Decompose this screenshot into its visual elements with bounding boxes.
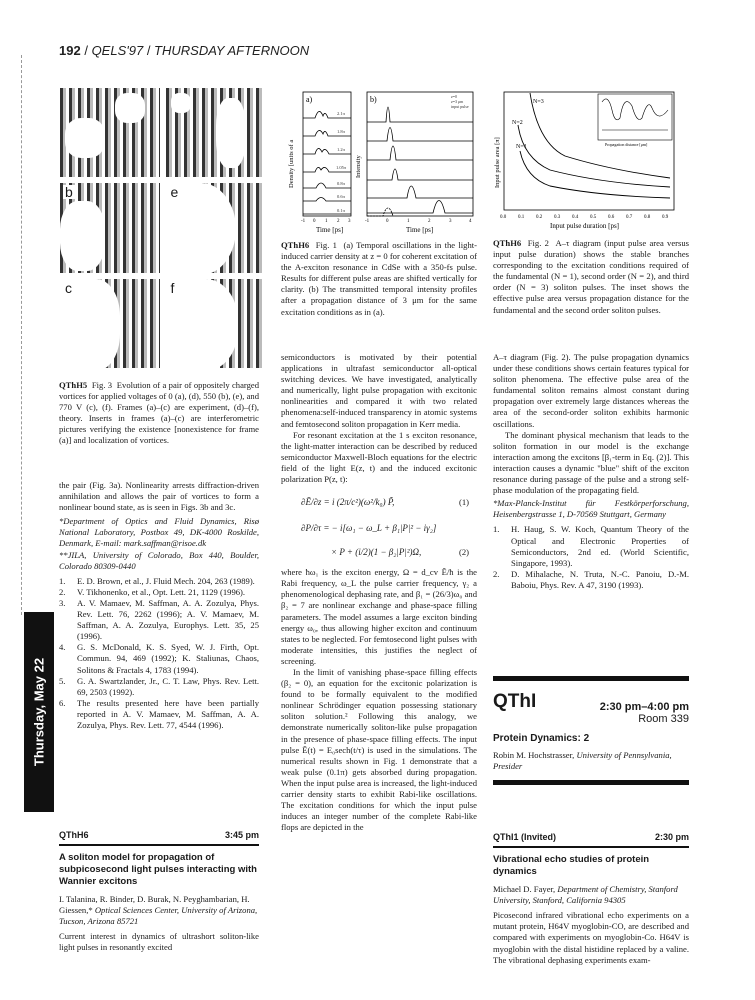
reference-item: 1. H. Haug, S. W. Koch, Quantum Theory of the Optical and Electronic Properties of Semiconductors, 2nd ed. (World Scientific, Singapore, 1993). [493, 524, 689, 568]
fig1-caption: QThH6 Fig. 1 (a) Temporal oscillations in the light-induced carrier density at z = 0 for coherent excitation of the A-exciton resonance in CdSe with a 350-fs pulse. Results for different pulse areas are shifted vertically for clarity. (b) The transmitted temporal intensity profiles after a propagation distance of 3 μm for the same excitation conditions as in (a). [281, 240, 478, 317]
day-tab [24, 612, 54, 812]
svg-text:3: 3 [348, 219, 351, 224]
svg-text:0.6: 0.6 [608, 215, 615, 220]
page-number: 192 [59, 43, 81, 58]
column-2-body [281, 352, 477, 833]
reference-item: 3. A. V. Mamaev, M. Saffman, A. A. Zozulya, Phys. Rev. Lett. 76, 2262 (1996); A. V. Mamaev, M. Saffman, A. A. Zozulya, Europhys. Lett. 35, 25 (1996). [59, 597, 259, 642]
svg-text:2: 2 [428, 219, 431, 224]
svg-text:3: 3 [449, 219, 452, 224]
svg-text:0.3: 0.3 [554, 215, 561, 220]
paragraph: the pair (Fig. 3a). Nonlinearity arrests diffraction-driven annihilation and allows the pair of vortices to form a nonlinear bound state, as is seen in Figs. 3b and 3c. [59, 480, 259, 513]
equation-1: ∂Ẽ/∂z = i (2π/c²)(ω²/k₀) P̃, (1) [301, 497, 469, 508]
paragraph: A–τ diagram (Fig. 2). The pulse propagation dynamics under these conditions shows certain features typical for soliton phenomena. The effective pulse area of the fundamental soliton remains almost constant during propagation over extremely large distances whereas the area of the second-order soliton exhibits harmonic oscillations. [493, 352, 689, 429]
svg-text:1: 1 [325, 219, 328, 224]
svg-text:z=3 μm: z=3 μm [451, 99, 464, 104]
fig3-panel-d [166, 88, 266, 177]
fig3-image-grid [60, 88, 265, 368]
svg-text:a): a) [306, 95, 313, 104]
fig1b-plot [355, 92, 473, 234]
svg-text:0.5: 0.5 [590, 215, 597, 220]
fig2-chart [490, 88, 695, 233]
svg-text:1: 1 [407, 219, 410, 224]
svg-text:0.4: 0.4 [572, 215, 579, 220]
affiliation-1: *Department of Optics and Fluid Dynamics, Risø National Laboratory, Postbox 49, DK-4000 Roskilde, Denmark, E-mail: mark.saffman@risoe.dk [59, 516, 259, 549]
svg-text:Time [ps]: Time [ps] [316, 226, 344, 234]
svg-text:N=3: N=3 [533, 99, 544, 105]
svg-text:0.1: 0.1 [518, 215, 525, 220]
svg-text:0.2: 0.2 [536, 215, 543, 220]
svg-text:N=1: N=1 [516, 144, 527, 150]
reference-item: 4. G. S. McDonald, K. S. Syed, W. J. Firth, Opt. Commun. 94, 469 (1992); K. Staliunas, Chaos, Solitons & Fractals 4, 1783 (1994). [59, 642, 259, 675]
paragraph: The dominant physical mechanism that leads to the soliton formation in our model is the exchange interaction among the excitons [β₁-term in Eq. (2)]. This interaction causes a dynamic "blue" shift of the exciton resonance during passage of the pulse and a strong self-phase modulation of the propagating field. [493, 429, 689, 496]
paragraph: In the limit of vanishing phase-space filling effects (β₂ = 0), an equation for the excitonic polarization is found to be formally equivalent to the modified nonlinear Schrödinger equation possessing stationary soliton solution.² Following this analogy, we demonstrate numerically soliton-like pulse propagation in the presence of phase-space filling effects. The input pulse Ẽ(t) = E₀sech(t/τ) is used in the simulations. The numerical results shown in Fig. 1 demonstrate that a weak pulse (0.1π) gets absorbed during propagation. When the input pulse area is increased, the light-induced carrier density starts to exhibit Rabi-like oscillations. The excitation conditions for which the input pulse induces an integer number of the complete Rabi-like flops are depicted in the [281, 666, 477, 833]
fig3-panel-b: b [60, 183, 160, 272]
talk-time: 3:45 pm [224, 830, 259, 840]
affiliation: *Max-Planck-Institut für Festkörperforschung, Heisenbergstrasse 1, D-70569 Stuttgart, Germany [493, 498, 689, 520]
presider: Robin M. Hochstrasser, University of Pennsylvania, Presider [493, 750, 672, 771]
talk-code: QThI1 (Invited) [493, 832, 556, 842]
svg-text:1.8π: 1.8π [337, 129, 345, 134]
affiliation-2: **JILA, University of Colorado, Box 440, Boulder, Colorado 80309-0440 [59, 549, 259, 571]
running-header: 192 / QELS'97 / THURSDAY AFTERNOON [59, 43, 310, 58]
session-room: Room 339 [638, 713, 689, 725]
session-title: Protein Dynamics: 2 [493, 733, 590, 744]
reference-list [493, 524, 689, 591]
fig3-caption: QThH5 Fig. 3 Evolution of a pair of oppositely charged vortices for applied voltages of 0 (a), (d), 550 (b), (e), and 770 V (c), (f). Frames (a)–(c) are experiment, (d)–(f), theory. Inserts in frames (a)–(c) are interferometric pictures verifying the existence [nonexistence for frame (a)] and localization of vortices. [59, 380, 260, 446]
svg-text:z=0: z=0 [451, 94, 458, 99]
svg-text:0: 0 [313, 219, 316, 224]
svg-text:1.05π: 1.05π [336, 165, 347, 170]
reference-item: 2. D. Mihalache, N. Truta, N.-C. Panoiu, D.-M. Baboiu, Phys. Rev. A 47, 3190 (1993). [493, 568, 689, 590]
svg-text:-1: -1 [301, 219, 306, 224]
column-3-body [493, 352, 689, 591]
divider [493, 676, 689, 681]
fig3-panel-a [60, 88, 160, 177]
day-tab-label: Thursday, May 22 [31, 657, 47, 767]
talk-code: QThH6 [59, 830, 89, 840]
column-1-body [59, 480, 259, 731]
svg-text:0.0: 0.0 [500, 215, 507, 220]
talk-qthh6 [59, 830, 259, 954]
fig2-caption: QThH6 Fig. 2 A–τ diagram (input pulse area versus input pulse duration) shows the stable branches corresponding to the excitation conditions required of the fundamental (N = 1), second order (N = 2), and third order (N = 3) soliton pulses. The inset shows the effective pulse area versus propagation distance for the fundamental and the second order soliton pulses. [493, 238, 690, 315]
reference-item: 1. E. D. Brown, et al., J. Fluid Mech. 204, 263 (1989). [59, 575, 255, 586]
reference-item: 2. V. Tikhonenko, et al., Opt. Lett. 21, 1129 (1996). [59, 586, 246, 597]
svg-text:input pulse: input pulse [451, 104, 469, 109]
svg-text:0.6π: 0.6π [337, 194, 345, 199]
fig1-chart [281, 88, 477, 238]
svg-text:Propagation distance [μm]: Propagation distance [μm] [605, 142, 648, 147]
paragraph: where ħω₁ is the exciton energy, Ω = d_cv Ẽ/ħ is the Rabi frequency, ω_L the pulse carrier frequency, γ₂ a phenomenological dephasing rate, and β₁ = (26/3)ω₀ and β₂ = 7 are nonlinear exchange and phase-space filling parameters. The model assumes a large exciton binding energy ω₀, thus allowing higher exciton and continuum states to be neglected. For femtosecond light pulses with moderate intensities, this justifies the neglect of screening. [281, 567, 477, 666]
svg-text:1.2π: 1.2π [337, 147, 345, 152]
svg-text:Intensity: Intensity [355, 155, 362, 178]
talk-body: Picosecond infrared vibrational echo experiments on a mutant protein, H64V myoglobin-CO, are described and compared with experiments on myoglobin-Co. H64V is myoglobin with the distal histidine replaced by a valine. The vibrational dephasing experiments exam- [493, 910, 689, 965]
svg-text:2: 2 [337, 219, 340, 224]
talk-authors: I. Talanina, R. Binder, D. Burak, N. Peyghambarian, H. Giessen,* Optical Sciences Center, University of Arizona, Tucson, Arizona 85721 [59, 894, 258, 927]
talk-title: A soliton model for propagation of subpicosecond light pulses interacting with Wannier excitons [59, 852, 257, 888]
session-qthi [493, 676, 689, 785]
svg-text:0: 0 [386, 219, 389, 224]
paragraph: For resonant excitation at the 1 s exciton resonance, the light-matter interaction can be described by reduced semiconductor Maxwell-Bloch equations for the electric field of the light E(z, t) and the induced excitonic polarization P(z, t): [281, 429, 477, 485]
svg-text:-1: -1 [365, 219, 370, 224]
fig3-panel-c: c [60, 279, 160, 368]
svg-text:0.8: 0.8 [644, 215, 651, 220]
talk-body: Current interest in dynamics of ultrashort soliton-like light pulses in resonantly excited [59, 931, 259, 953]
svg-text:0.8π: 0.8π [337, 181, 345, 186]
margin-rule [21, 55, 23, 615]
svg-text:Input pulse area [π]: Input pulse area [π] [494, 137, 501, 188]
reference-item: 6. The results presented here have been partially reported in A. V. Mamaev, M. Saffman, A. A. Zozulya, Phys. Rev. Lett. 77, 4544 (1996). [59, 697, 259, 730]
section-name: THURSDAY AFTERNOON [154, 43, 310, 58]
talk-author: Michael D. Fayer, Department of Chemistry, Stanford University, Stanford, California 94305 [493, 884, 678, 906]
svg-text:2.1π: 2.1π [337, 111, 345, 116]
fig3-panel-e: e [166, 183, 266, 272]
talk-time: 2:30 pm [654, 832, 689, 842]
svg-text:Time [ps]: Time [ps] [406, 226, 434, 234]
talk-qthi1 [493, 832, 689, 966]
session-time: 2:30 pm–4:00 pm [599, 701, 689, 713]
conference-name: QELS'97 [91, 43, 144, 58]
talk-title: Vibrational echo studies of protein dynamics [493, 854, 650, 878]
svg-text:0.9: 0.9 [662, 215, 669, 220]
reference-item: 5. G. A. Swartzlander, Jr., C. T. Law, Phys. Rev. Lett. 69, 2503 (1992). [59, 675, 259, 697]
paragraph: semiconductors is motivated by their potential applications in ultrafast semiconductor all-optical switching devices. We have investigated, analytically and numerically, light pulse propagation with excitonic nonlinearities and compared it with two related phenomena:self-induced transparency in atomic systems and femtosecond soliton propagation in Kerr media. [281, 352, 477, 429]
svg-text:0.1π: 0.1π [337, 208, 345, 213]
svg-text:4: 4 [469, 219, 472, 224]
reference-list [59, 576, 259, 731]
divider [493, 780, 689, 785]
svg-text:N=2: N=2 [512, 120, 523, 126]
fig3-panel-f: f [166, 279, 266, 368]
svg-text:b): b) [370, 95, 377, 104]
svg-text:Input pulse duration [ps]: Input pulse duration [ps] [550, 222, 620, 230]
equation-2: ∂P/∂τ = − i[ω₁ − ω_L + β₁|P|² − iγ₂] × P + (i/2)(1 − β₂|P|²)Ω, (2) [301, 523, 469, 558]
svg-text:0.7: 0.7 [626, 215, 633, 220]
session-code: QThI [493, 691, 537, 712]
svg-text:Density [units of a: Density [units of a [288, 139, 295, 188]
fig1a-plot [288, 92, 351, 234]
